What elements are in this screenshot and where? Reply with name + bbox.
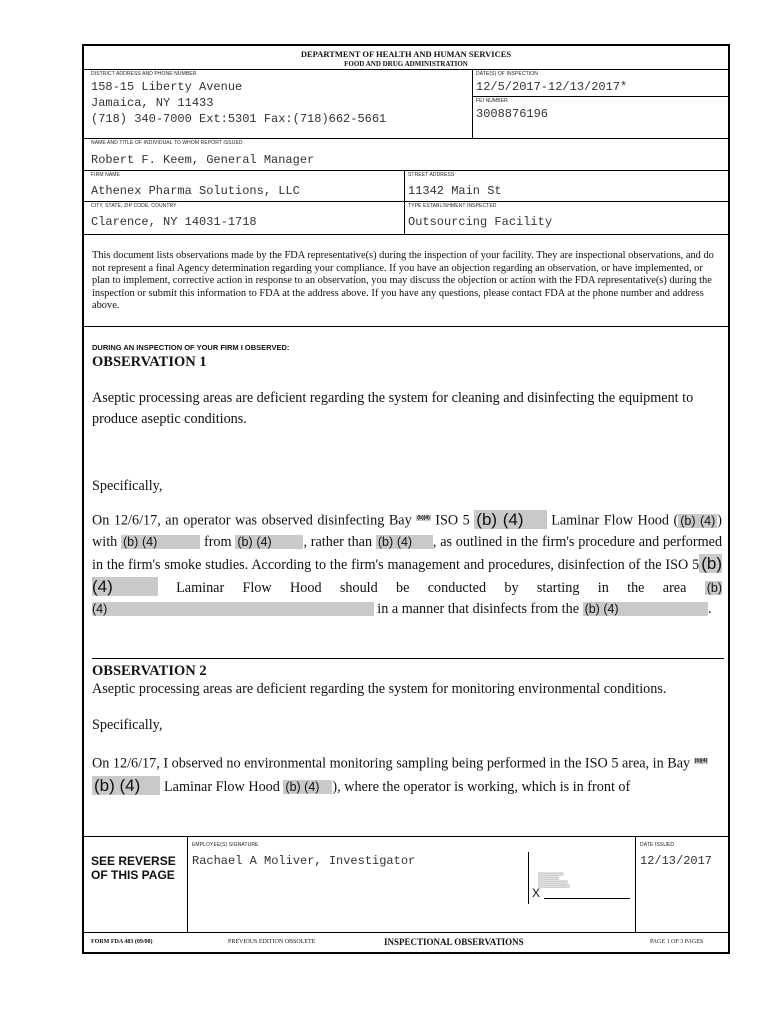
redaction: (b) (4) [94,775,141,795]
observation-2-title: OBSERVATION 2 [92,663,207,679]
observation-1-specifically: Specifically, [92,478,163,494]
observation-1-detail: On 12/6/17, an operator was observed disinfecting Bay $^{(b)(4)}$ ISO 5 (b) (4) Laminar Flow Hood ( (b) (4) ) with (b) (4) from (b) (4) , rather than (b) (4) , as outlined in the firm's procedure and performed in the firm's smoke studies. According to the firm's management and procedures, disinfection of the ISO 5 (b) (4) Laminar Flow Hood should be conducted by starting in the area (b) (4) in a manner that disinfects from the (b) (4) . [92,509,723,617]
agency-title: FOOD AND DRUG ADMINISTRATION [344,60,468,68]
footer-title: INSPECTIONAL OBSERVATIONS [384,937,524,947]
recipient-value: Robert F. Keem, General Manager [91,153,315,167]
fei-label: FEI NUMBER [476,98,508,104]
redaction: (b)(4) [417,515,430,521]
redaction: (b) (4) [285,779,320,794]
see-reverse-note: SEE REVERSE OF THIS PAGE [91,854,176,882]
inspection-dates-label: DATE(S) OF INSPECTION [476,71,539,77]
redaction: (b) (4) [476,509,524,529]
employee-signature: Rachael A Moliver, Investigator [192,854,416,868]
recipient-label: NAME AND TITLE OF INDIVIDUAL TO WHOM REPORT ISSUED [91,140,243,146]
establishment-type: Outsourcing Facility [408,215,553,229]
district-phone: (718) 340-7000 Ext:5301 Fax:(718)662-5661 [91,112,387,126]
observation-2-specifically: Specifically, [92,717,163,733]
signature-mark: X [532,886,541,900]
redaction: (b)(4) [694,758,708,764]
redaction: (b) (4) [680,513,716,528]
notice-paragraph: This document lists observations made by the FDA representative(s) during the inspection of your facility. They are inspectional observations, and do not represent a final Agency determination regarding your compliance. If you have an objection regarding an observation, or have implemented, or plan to implement, corrective action in response to an observation, you may discuss the objection or action with the FDA representative(s) during the inspection or submit this information to FDA at the address above. If you have any questions, please contact FDA at the phone number and address above. [92,250,714,312]
observation-2-detail: On 12/6/17, I observed no environmental monitoring sampling being performed in the ISO 5 area, in Bay $^{(b)(4)}$(b) (4) Laminar Flow Hood (b) (4) ), where the operator is working, which is in front of [92,755,708,795]
redaction: (b) (4) [92,553,722,596]
redaction: (b) (4) [237,534,272,549]
department-title: DEPARTMENT OF HEALTH AND HUMAN SERVICES [300,49,512,59]
observation-2-summary: Aseptic processing areas are deficient regarding the system for monitoring environmental conditions. [92,681,667,697]
redaction: (b) (4) [123,534,158,549]
city-value: Clarence, NY 14031-1718 [91,215,257,229]
street-address-label: STREET ADDRESS [408,172,455,178]
inspection-dates-value: 12/5/2017-12/13/2017* [476,80,628,94]
firm-name-label: FIRM NAME [91,172,120,178]
city-label: CITY, STATE, ZIP CODE, COUNTRY [91,203,177,209]
redaction: (b) (4) [377,534,413,549]
fei-value: 3008876196 [476,107,549,121]
district-address-line1: 158-15 Liberty Avenue [91,80,243,94]
previous-edition: PREVIOUS EDITION OBSOLETE [228,939,316,945]
signature-line [544,898,630,899]
form-number: FORM FDA 483 (09/08) [91,939,153,945]
observation-1-summary: Aseptic processing areas are deficient regarding the system for cleaning and disinfecting the equipment to produce aseptic conditions. [92,390,694,427]
employee-signature-label: EMPLOYEE(S) SIGNATURE [192,842,259,848]
establishment-type-label: TYPE ESTABLISHMENT INSPECTED [408,203,497,209]
district-address-line2: Jamaica, NY 11433 [91,96,214,110]
redaction: (b) (4) [92,580,723,616]
street-address: 11342 Main St [408,184,502,198]
redaction: (b) (4) [584,601,619,616]
district-label: DISTRICT ADDRESS AND PHONE NUMBER [91,71,197,77]
date-issued-label: DATE ISSUED [640,842,675,848]
digital-signature-stamp: ▒▒▒▒▒▒▒▒▒▒▒▒ ▒▒▒▒▒▒▒▒▒▒ ▒▒▒▒▒▒▒▒▒▒▒▒▒▒ ▒▒▒▒▒▒▒▒▒▒▒▒▒▒▒ [538,872,570,888]
date-issued: 12/13/2017 [640,854,713,868]
fda-483-form [82,44,730,954]
observation-1-title: OBSERVATION 1 [92,354,207,370]
page-number: PAGE 1 OF 3 PAGES [650,939,704,945]
during-inspection-label: DURING AN INSPECTION OF YOUR FIRM I OBSERVED: [92,343,290,352]
firm-name: Athenex Pharma Solutions, LLC [91,184,300,198]
